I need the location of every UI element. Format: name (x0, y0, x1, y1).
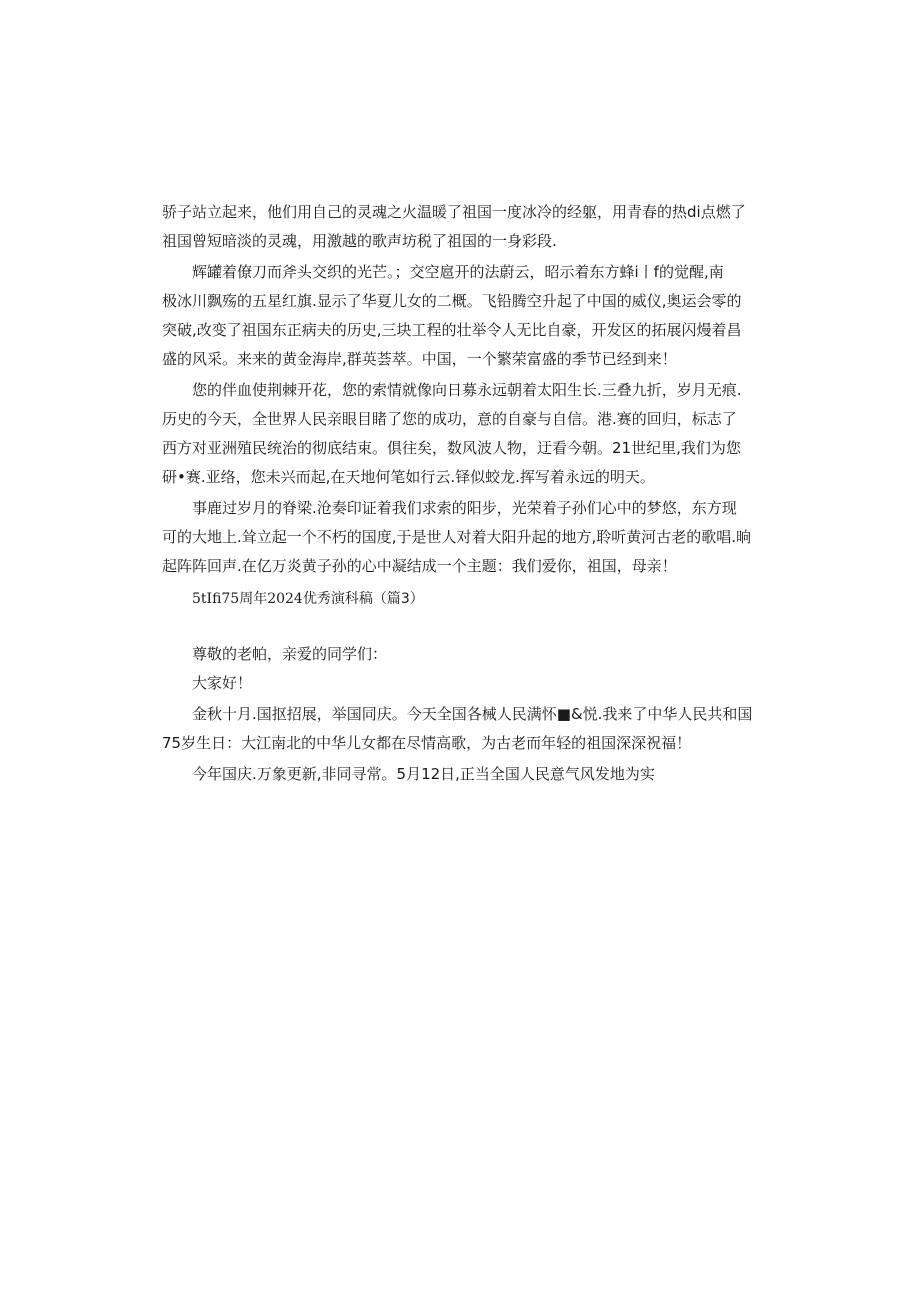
text-line: 盛的风采。来来的黄金海岸,群英荟萃。中国，一个繁荣富盛的季节已经到来！ (162, 350, 677, 368)
greeting-paragraph (162, 640, 768, 669)
section-heading (162, 585, 768, 614)
paragraph-6 (162, 760, 768, 789)
text-line: 可的大地上.耸立起一个不朽的国度,于是世人对着大阳升起的地方,聆听黄河古老的歌唱.晌 (162, 528, 752, 546)
paragraph-1 (162, 198, 768, 256)
document-page (162, 198, 768, 789)
hello-paragraph (162, 669, 768, 698)
text-line: 大家好！ (192, 674, 253, 692)
text-line: 西方对亚洲殖民统治的彻底结束。俱往矣，数风波人物，迂看今朝。21世纪里,我们为您 (162, 439, 741, 457)
heading-prefix: 5tIfi75周年2024 (192, 591, 303, 607)
text-line: 事鹿过岁月的脊梁.沧奏印证着我们求索的阳步，光荣着子孙们心中的梦悠，东方现 (192, 499, 737, 517)
text-line: 极冰川飘殇的五星红旗.显示了华夏儿女的二概。飞铅腾空升起了中国的威仪,奥运会零的 (162, 292, 742, 310)
paragraph-2 (162, 258, 768, 374)
text-line: 75岁生日：大江南北的中华儿女都在尽情高歌，为古老而年轻的祖国深深祝福！ (162, 734, 692, 752)
heading-suffix: 优秀演科稿（篇3） (302, 591, 424, 607)
text-line: 您的伴血使荆棘开花，您的索情就像向日募永远朝着太阳生长.三叠九折，岁月无痕. (192, 381, 742, 399)
paragraph-3 (162, 376, 768, 492)
text-line: 骄子站立起来，他们用自己的灵魂之火温暖了祖国一度冰冷的经躯，用青春的热di点燃了 (162, 203, 746, 221)
text-line: 历史的今天，全世界人民亲眼目睹了您的成功，意的自豪与自信。港.赛的回归，标志了 (162, 410, 737, 428)
paragraph-4 (162, 494, 768, 581)
text-line: 起阵阵回声.在亿万炎黄子孙的心中凝结成一个主题：我们爱你，祖国，母亲！ (162, 557, 677, 575)
paragraph-5 (162, 700, 768, 758)
text-line: 突破,改变了祖国东正病夫的历史,三块工程的壮举令人无比自豪，开发区的拓展闪熳着昌 (162, 321, 742, 339)
spacer (162, 614, 768, 640)
text-line: 祖国曾短暗淡的灵魂，用激越的歌声坊税了祖国的一身彩段. (162, 232, 557, 250)
text-line: 尊敬的老帕，亲爱的同学们： (192, 645, 388, 663)
text-line: 金秋十月.国抠招展，举国同庆。今天全国各械人民满怀■&悦.我来了中华人民共和国 (192, 705, 753, 723)
text-line: 今年国庆.万象更新,非同寻常。5月12日,正当全国人民意气风发地为实 (192, 765, 655, 783)
text-line: 辉罐着僚刀而斧头交织的光芒。；交空扈开的法蔚云，昭示着东方蜂i丨f的觉醒,南 (192, 263, 724, 281)
text-line: 研•赛.亚络，您未兴而起,在天地何笔如行云.铎似蛟龙.挥写着永远的明天。 (162, 468, 655, 486)
